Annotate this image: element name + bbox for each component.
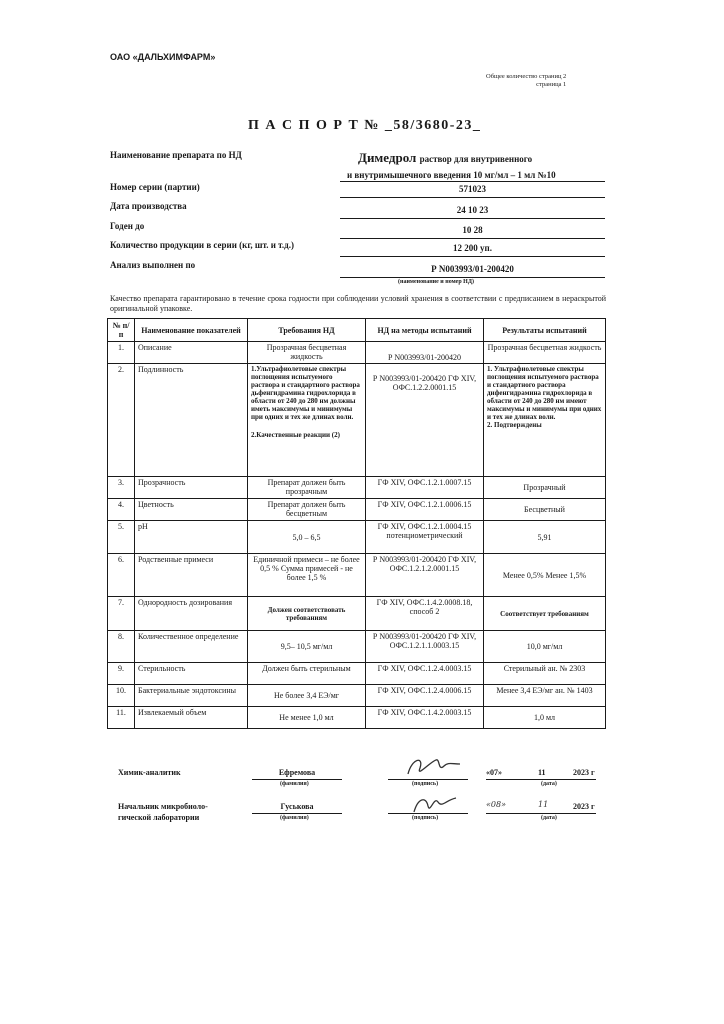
drug-underline	[340, 181, 605, 182]
row-requirement: 9,5– 10,5 мг/мл	[248, 631, 366, 663]
row-result: Соответствует требованиям	[484, 597, 606, 631]
date-line	[486, 813, 596, 814]
row-number: 4.	[108, 499, 135, 521]
row-method: ГФ XIV, ОФС.1.2.1.0004.15 потенциометрический	[366, 521, 484, 554]
qty-label: Количество продукции в серии (кг, шт. и т.д.)	[110, 240, 294, 250]
requirement-part1: 1.Ультрафиолетовые спектры поглощения испытуемого раствора и стандартного раствора дьфенгидрамина гидрохлорида в области от 240 до 280 нм должны иметь максимумы и минимумы при одних и тех же длинах волн.	[251, 365, 360, 421]
series-label: Номер серии (партии)	[110, 182, 200, 192]
row-requirement: Препарат должен быть бесцветным	[248, 499, 366, 521]
drug-label: Наименование препарата по НД	[110, 150, 242, 160]
result-part2: 2. Подтверждены	[487, 421, 542, 429]
row-result: 10,0 мг/мл	[484, 631, 606, 663]
row-name: Родственные примеси	[135, 554, 248, 597]
row-number: 8.	[108, 631, 135, 663]
table-row	[108, 364, 606, 477]
row-name: Бактериальные эндотоксины	[135, 685, 248, 707]
table-row	[108, 631, 606, 663]
requirement-part2: 2.Качественные реакции (2)	[251, 431, 340, 439]
row-name: Прозрачность	[135, 477, 248, 499]
signature-date-sub: (дата)	[541, 781, 557, 787]
row-number: 11.	[108, 707, 135, 729]
row-result: Менее 0,5% Менее 1,5%	[484, 554, 606, 597]
col-header-result: Результаты испытаний	[484, 319, 606, 342]
signature-line	[388, 813, 468, 814]
signature-name-sub: (фамилия)	[280, 815, 309, 821]
row-result: 5,91	[484, 521, 606, 554]
prod-date-value: 24 10 23	[456, 205, 489, 215]
company-name: ОАО «ДАЛЬХИМФАРМ»	[110, 52, 216, 62]
row-number: 5.	[108, 521, 135, 554]
row-name: Извлекаемый объем	[135, 707, 248, 729]
row-name: Стерильность	[135, 663, 248, 685]
row-requirement	[248, 364, 366, 477]
analysis-sub: (наименование и номер НД)	[398, 279, 474, 285]
row-method: ГФ XIV, ОФС.1.2.4.0006.15	[366, 685, 484, 707]
table-row	[108, 663, 606, 685]
quality-statement: Качество препарата гарантировано в течение срока годности при соблюдении условий хранения в соответствии с предписанием в нераскрытой оригинальной упаковке.	[110, 294, 606, 313]
signature-name-chemist: Ефремова	[278, 768, 316, 777]
row-requirement: Должен быть стерильным	[248, 663, 366, 685]
row-number: 10.	[108, 685, 135, 707]
table-row	[108, 554, 606, 597]
row-result: Прозрачный	[484, 477, 606, 499]
drug-desc1: раствор для внутривенного	[419, 154, 533, 164]
signature-name-lab-head: Гуськова	[280, 802, 314, 811]
signature-day: «07»	[486, 768, 502, 777]
row-requirement: Единичной примеси – не более 0,5 % Сумма примесей - не более 1,5 %	[248, 554, 366, 597]
row-name: Количественное определение	[135, 631, 248, 663]
row-name: Описание	[135, 342, 248, 364]
table-header-row	[108, 319, 606, 342]
signature-year: 2023 г	[573, 768, 595, 777]
row-method: Р N003993/01-200420 ГФ XIV, ОФС.1.2.2.0001.15	[366, 364, 484, 477]
document-title: П А С П О Р Т № _58/3680-23_	[248, 118, 482, 133]
series-underline	[340, 197, 605, 198]
row-method: ГФ XIV, ОФС.1.2.4.0003.15	[366, 663, 484, 685]
analysis-label: Анализ выполнен по	[110, 260, 196, 270]
row-method: ГФ XIV, ОФС.1.2.1.0007.15	[366, 477, 484, 499]
row-name: Подлинность	[135, 364, 248, 477]
row-number: 7.	[108, 597, 135, 631]
signature-role-lab-head-1: Начальник микробиоло-	[118, 802, 208, 811]
col-header-requirement: Требования НД	[248, 319, 366, 342]
page-count	[486, 73, 566, 89]
signature-name-line	[252, 813, 342, 814]
table-row	[108, 521, 606, 554]
valid-underline	[340, 238, 605, 239]
result-part1: 1. Ультрафиолетовые спектры поглощения испытуемого раствора и стандартного раствора дифенгидрамина гидрохлорида в области от 240 до 280 нм имеют максимумы и минимумы при одних и тех же длинах волн.	[487, 365, 602, 421]
row-number: 3.	[108, 477, 135, 499]
row-name: Однородность дозирования	[135, 597, 248, 631]
row-result: Бесцветный	[484, 499, 606, 521]
results-table	[107, 318, 606, 729]
row-name: pH	[135, 521, 248, 554]
qty-underline	[340, 256, 605, 257]
row-method: ГФ XIV, ОФС.1.4.2.0008.18, способ 2	[366, 597, 484, 631]
col-header-number: № п/п	[108, 319, 135, 342]
row-number: 2.	[108, 364, 135, 477]
signature-sign-sub: (подпись)	[412, 815, 439, 821]
signature-sign-sub: (подпись)	[412, 781, 439, 787]
row-number: 6.	[108, 554, 135, 597]
row-requirement: Прозрачная бесцветная жидкость	[248, 342, 366, 364]
row-requirement: Не менее 1,0 мл	[248, 707, 366, 729]
prod-date-underline	[340, 218, 605, 219]
row-method: Р N003993/01-200420 ГФ XIV, ОФС.1.2.1.1.0003.15	[366, 631, 484, 663]
row-method: Р N003993/01-200420	[366, 342, 484, 364]
row-method: ГФ XIV, ОФС.1.2.1.0006.15	[366, 499, 484, 521]
row-result	[484, 364, 606, 477]
analysis-underline	[340, 277, 605, 278]
page-total: Общее количество страниц 2	[486, 73, 567, 80]
row-requirement: 5,0 – 6,5	[248, 521, 366, 554]
row-name: Цветность	[135, 499, 248, 521]
signature-role-lab-head-2: гической лаборатории	[118, 813, 200, 822]
valid-value: 10 28	[462, 225, 483, 235]
handwritten-signature-chemist	[400, 752, 470, 782]
signature-name-line	[252, 779, 342, 780]
prod-date-label: Дата производства	[110, 201, 187, 211]
series-value: 571023	[459, 184, 486, 194]
row-requirement: Не более 3,4 ЕЭ/мг	[248, 685, 366, 707]
drug-desc2: и внутримышечного введения 10 мг/мл – 1 мл №10	[347, 170, 556, 180]
row-number: 1.	[108, 342, 135, 364]
table-row	[108, 597, 606, 631]
row-method: ГФ XIV, ОФС.1.4.2.0003.15	[366, 707, 484, 729]
drug-name-line1	[358, 150, 532, 166]
table-row	[108, 707, 606, 729]
qty-value: 12 200 уп.	[453, 243, 492, 253]
row-requirement: Препарат должен быть прозрачным	[248, 477, 366, 499]
signature-month: 11	[538, 768, 546, 777]
analysis-value: Р N003993/01-200420	[431, 264, 514, 274]
row-requirement: Должен соответствовать требованиям	[248, 597, 366, 631]
signature-day: «08»	[486, 800, 506, 809]
row-result: 1,0 мл	[484, 707, 606, 729]
row-method: Р N003993/01-200420 ГФ XIV, ОФС.1.2.1.2.0001.15	[366, 554, 484, 597]
valid-label: Годен до	[110, 221, 145, 231]
row-result: Менее 3,4 ЕЭ/мг ан. № 1403	[484, 685, 606, 707]
row-result: Прозрачная бесцветная жидкость	[484, 342, 606, 364]
row-result: Стерильный ан. № 2303	[484, 663, 606, 685]
signature-month: 11	[538, 800, 549, 809]
signature-role-chemist: Химик-аналитик	[118, 768, 181, 777]
row-number: 9.	[108, 663, 135, 685]
signature-line	[388, 779, 468, 780]
date-line	[486, 779, 596, 780]
table-row	[108, 499, 606, 521]
signature-name-sub: (фамилия)	[280, 781, 309, 787]
col-header-name: Наименование показателей	[135, 319, 248, 342]
drug-name: Димедрол	[358, 150, 417, 165]
table-row	[108, 685, 606, 707]
signature-date-sub: (дата)	[541, 815, 557, 821]
col-header-method: НД на методы испытаний	[366, 319, 484, 342]
table-row	[108, 477, 606, 499]
table-row	[108, 342, 606, 364]
signature-year: 2023 г	[573, 802, 595, 811]
page-current: страница 1	[536, 81, 567, 88]
